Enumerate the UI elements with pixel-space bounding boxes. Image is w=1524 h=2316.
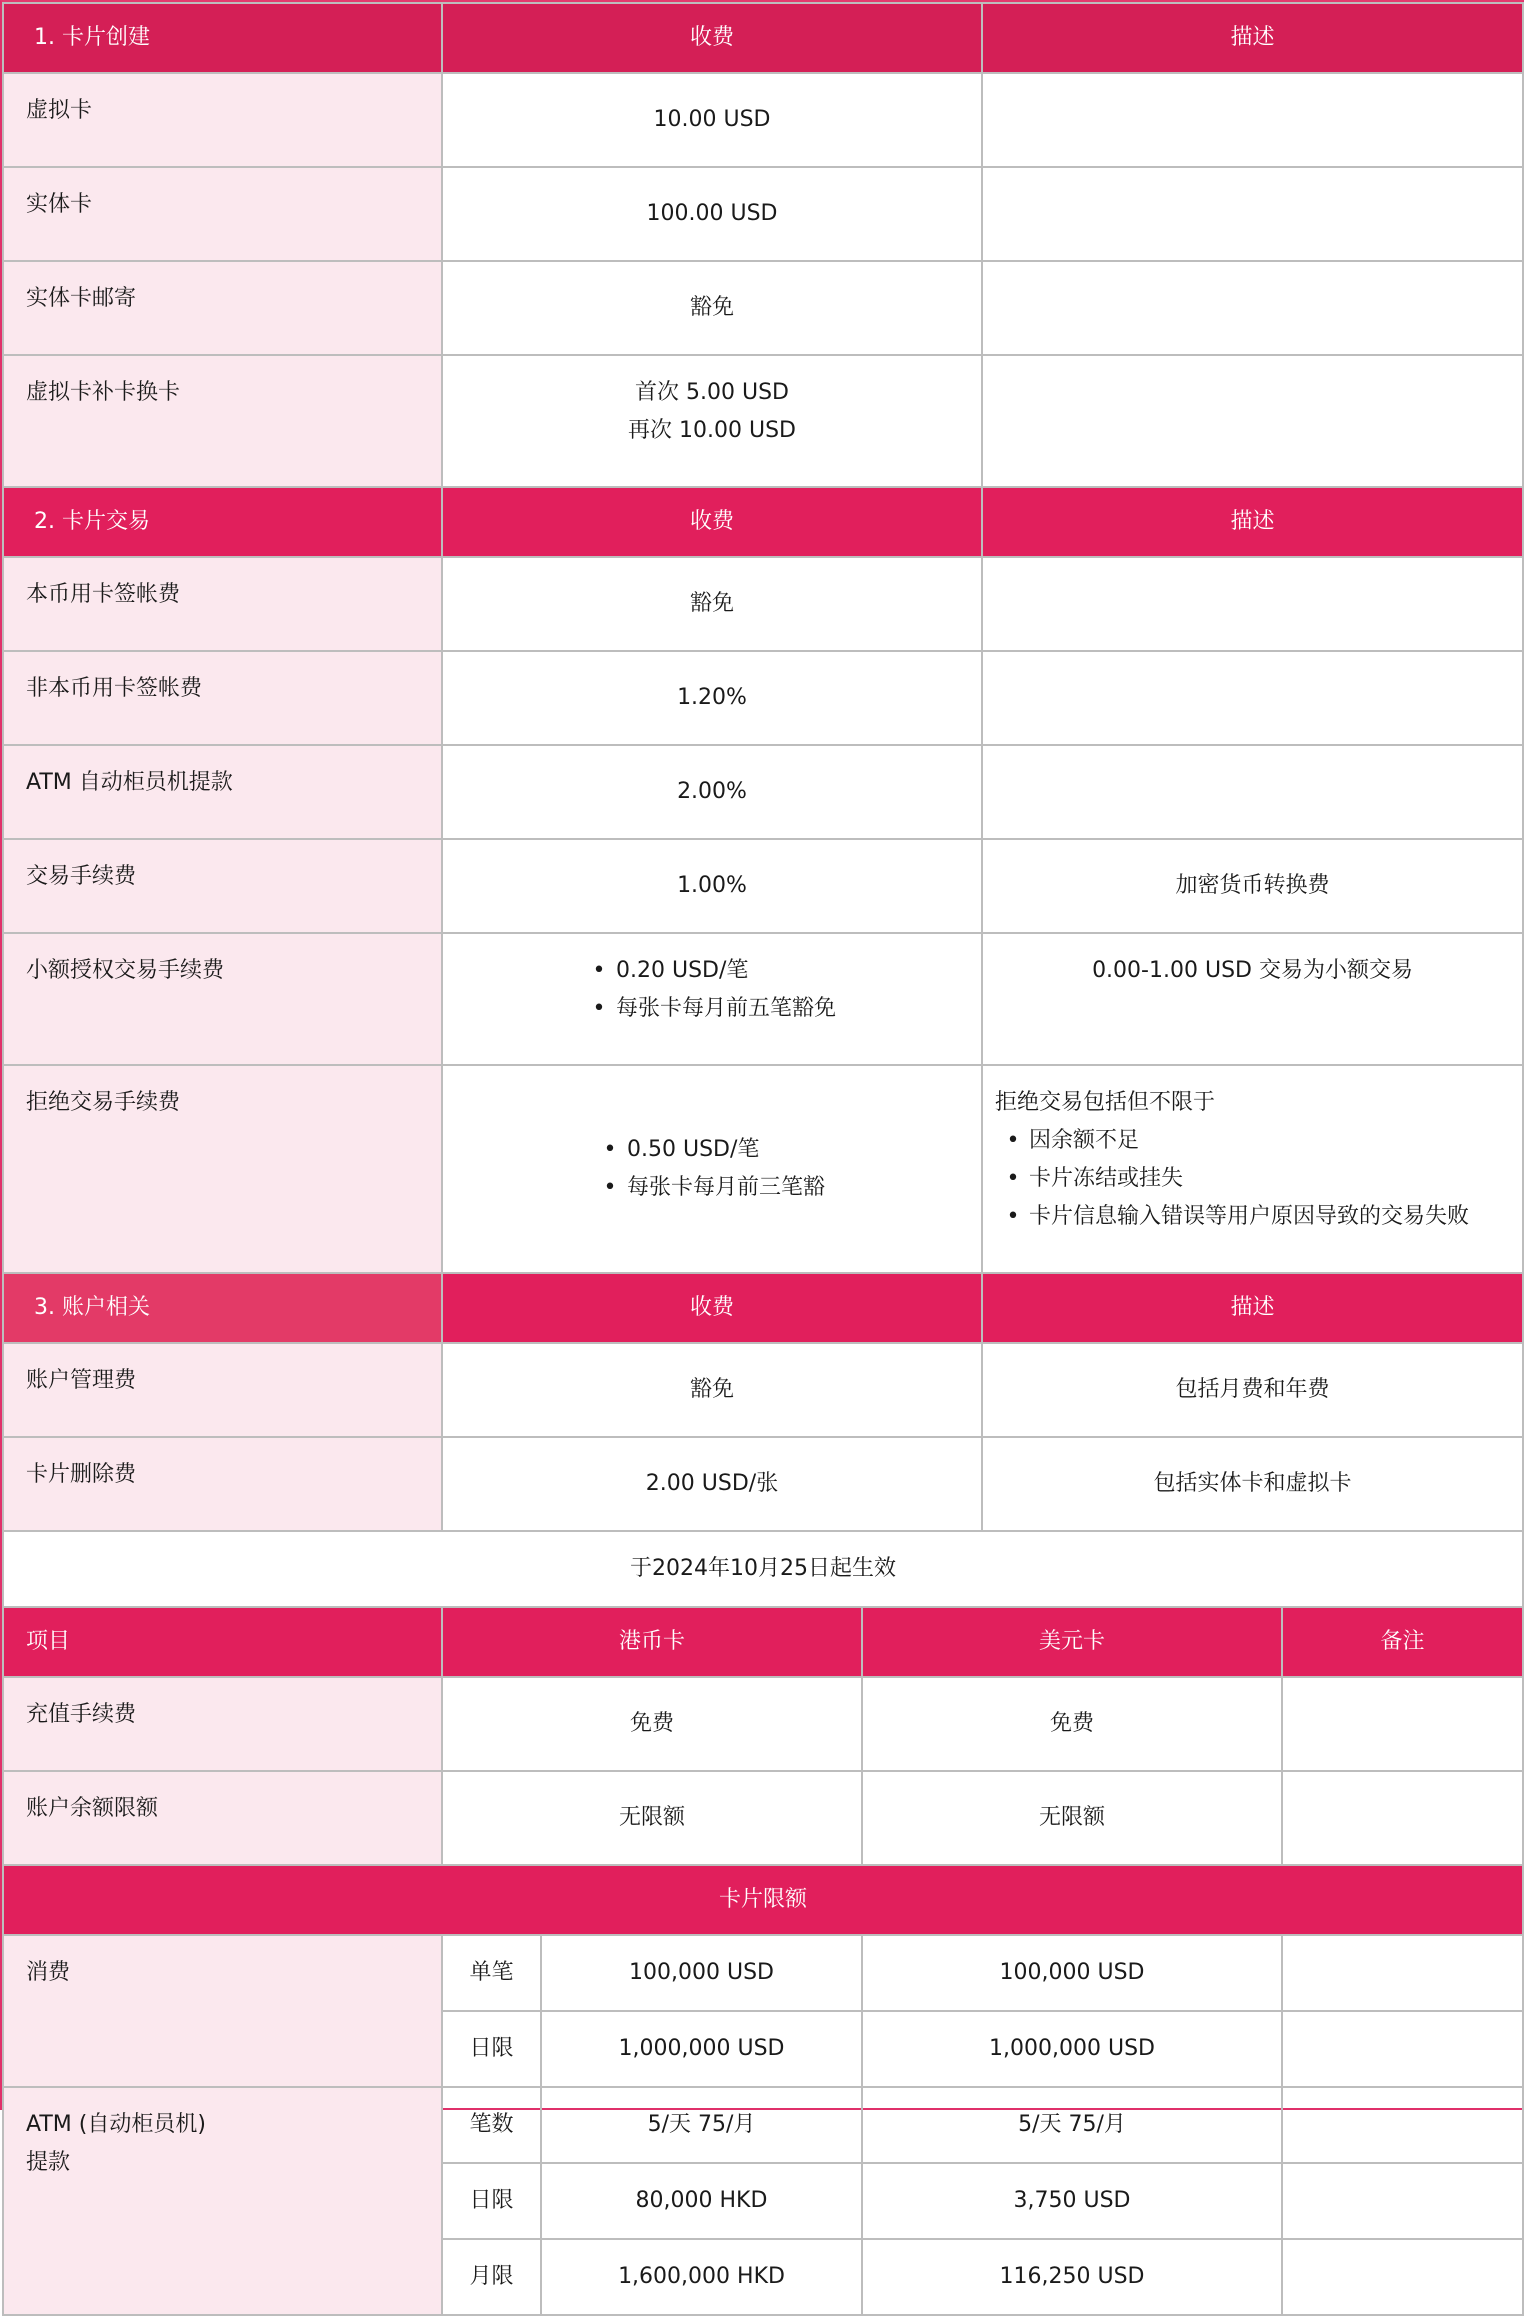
- column-header-hkd-card: 港币卡: [442, 1607, 862, 1677]
- note: [1282, 2239, 1523, 2315]
- fee-value: [442, 355, 982, 487]
- sub-label: 日限: [442, 2011, 541, 2087]
- fee-value: 豁免: [442, 557, 982, 651]
- description: 包括实体卡和虚拟卡: [982, 1437, 1523, 1531]
- description: 0.00-1.00 USD 交易为小额交易: [982, 933, 1523, 1065]
- column-header-item: 项目: [3, 1607, 442, 1677]
- sub-label: 笔数: [442, 2087, 541, 2163]
- description: [982, 1065, 1523, 1273]
- section-title: 2. 卡片交易: [3, 487, 442, 557]
- fee-value: 2.00%: [442, 745, 982, 839]
- row-label: 本币用卡签帐费: [3, 557, 442, 651]
- column-header-usd-card: 美元卡: [862, 1607, 1282, 1677]
- fee-bullet: • 0.50 USD/笔: [599, 1131, 825, 1169]
- fee-bullet: • 0.20 USD/笔: [588, 952, 836, 990]
- row-label: 虚拟卡: [3, 73, 442, 167]
- table-row: [3, 1677, 1523, 1771]
- description: [982, 73, 1523, 167]
- table-row: [3, 1437, 1523, 1531]
- note: [1282, 2163, 1523, 2239]
- fee-bullet-list: [588, 952, 836, 1028]
- row-label: 卡片删除费: [3, 1437, 442, 1531]
- row-label: ATM 自动柜员机提款: [3, 745, 442, 839]
- note: [1282, 1677, 1523, 1771]
- card-limits-header: [3, 1865, 1523, 1935]
- fee-bullet-list: [599, 1131, 825, 1207]
- hkd-value: 5/天 75/月: [541, 2087, 862, 2163]
- fee-value: 1.20%: [442, 651, 982, 745]
- table-row: [3, 355, 1523, 487]
- description: 加密货币转换费: [982, 839, 1523, 933]
- fee-bullet: • 每张卡每月前五笔豁免: [588, 990, 836, 1028]
- usd-value: 116,250 USD: [862, 2239, 1282, 2315]
- fee-value: 10.00 USD: [442, 73, 982, 167]
- card-type-header: [3, 1607, 1523, 1677]
- row-label-atm: [3, 2087, 442, 2315]
- fee-value: 100.00 USD: [442, 167, 982, 261]
- section-header-card-transactions: [3, 487, 1523, 557]
- hkd-value: 免费: [442, 1677, 862, 1771]
- section-header-card-creation: [3, 3, 1523, 73]
- row-label: 非本币用卡签帐费: [3, 651, 442, 745]
- usd-value: 免费: [862, 1677, 1282, 1771]
- note: [1282, 2087, 1523, 2163]
- row-label: 账户余额限额: [3, 1771, 442, 1865]
- description-bullet: • 因余额不足: [1005, 1122, 1510, 1160]
- table-row: [3, 167, 1523, 261]
- table-row: [3, 1343, 1523, 1437]
- row-label: 交易手续费: [3, 839, 442, 933]
- table-row: [3, 1065, 1523, 1273]
- effective-date-row: [3, 1531, 1523, 1607]
- description-bullet: • 卡片信息输入错误等用户原因导致的交易失败: [1005, 1198, 1510, 1236]
- column-header-description: 描述: [982, 1273, 1523, 1343]
- table-row: [3, 1935, 1523, 2011]
- table-row: [3, 261, 1523, 355]
- usd-value: 1,000,000 USD: [862, 2011, 1282, 2087]
- description: [982, 557, 1523, 651]
- fee-value: [442, 933, 982, 1065]
- fee-line: 再次 10.00 USD: [628, 418, 796, 443]
- card-limits-title: 卡片限额: [3, 1865, 1523, 1935]
- fee-value: 豁免: [442, 261, 982, 355]
- table-row: [3, 2087, 1523, 2163]
- table-row: [3, 839, 1523, 933]
- table-row: [3, 745, 1523, 839]
- sub-label: 单笔: [442, 1935, 541, 2011]
- fee-table: [2, 2, 1524, 2316]
- note: [1282, 1935, 1523, 2011]
- table-row: [3, 1771, 1523, 1865]
- atm-label-line: ATM (自动柜员机): [26, 2112, 206, 2137]
- description-intro: 拒绝交易包括但不限于: [995, 1090, 1216, 1115]
- hkd-value: 1,600,000 HKD: [541, 2239, 862, 2315]
- effective-date: 于2024年10月25日起生效: [3, 1531, 1523, 1607]
- row-label: 小额授权交易手续费: [3, 933, 442, 1065]
- column-header-fee: 收费: [442, 1273, 982, 1343]
- hkd-value: 80,000 HKD: [541, 2163, 862, 2239]
- fee-line: 首次 5.00 USD: [635, 380, 789, 405]
- column-header-description: 描述: [982, 487, 1523, 557]
- column-header-fee: 收费: [442, 487, 982, 557]
- fee-value: [442, 1065, 982, 1273]
- row-label: 拒绝交易手续费: [3, 1065, 442, 1273]
- row-label: 实体卡邮寄: [3, 261, 442, 355]
- row-label: 虚拟卡补卡换卡: [3, 355, 442, 487]
- table-row: [3, 651, 1523, 745]
- description: [982, 651, 1523, 745]
- section-title: 3. 账户相关: [3, 1273, 442, 1343]
- atm-label-line: 提款: [26, 2150, 71, 2175]
- sub-label: 日限: [442, 2163, 541, 2239]
- table-row: [3, 73, 1523, 167]
- column-header-description: 描述: [982, 3, 1523, 73]
- column-header-notes: 备注: [1282, 1607, 1523, 1677]
- description: [982, 167, 1523, 261]
- description-block: [989, 1084, 1516, 1236]
- table-row: [3, 933, 1523, 1065]
- hkd-value: 无限额: [442, 1771, 862, 1865]
- description: [982, 261, 1523, 355]
- fee-bullet: • 每张卡每月前三笔豁: [599, 1169, 825, 1207]
- column-header-fee: 收费: [442, 3, 982, 73]
- usd-value: 无限额: [862, 1771, 1282, 1865]
- description-bullet: • 卡片冻结或挂失: [1005, 1160, 1510, 1198]
- description: [982, 355, 1523, 487]
- description-bullet-list: [995, 1122, 1510, 1236]
- row-label: 充值手续费: [3, 1677, 442, 1771]
- hkd-value: 100,000 USD: [541, 1935, 862, 2011]
- description: [982, 745, 1523, 839]
- usd-value: 5/天 75/月: [862, 2087, 1282, 2163]
- sub-label: 月限: [442, 2239, 541, 2315]
- usd-value: 3,750 USD: [862, 2163, 1282, 2239]
- section-title: 1. 卡片创建: [3, 3, 442, 73]
- note: [1282, 1771, 1523, 1865]
- fee-value: 2.00 USD/张: [442, 1437, 982, 1531]
- usd-value: 100,000 USD: [862, 1935, 1282, 2011]
- row-label: 实体卡: [3, 167, 442, 261]
- description: 包括月费和年费: [982, 1343, 1523, 1437]
- section-header-account: [3, 1273, 1523, 1343]
- note: [1282, 2011, 1523, 2087]
- table-row: [3, 557, 1523, 651]
- fee-value: 豁免: [442, 1343, 982, 1437]
- fee-value: 1.00%: [442, 839, 982, 933]
- hkd-value: 1,000,000 USD: [541, 2011, 862, 2087]
- row-label: 账户管理费: [3, 1343, 442, 1437]
- row-label-spending: 消费: [3, 1935, 442, 2087]
